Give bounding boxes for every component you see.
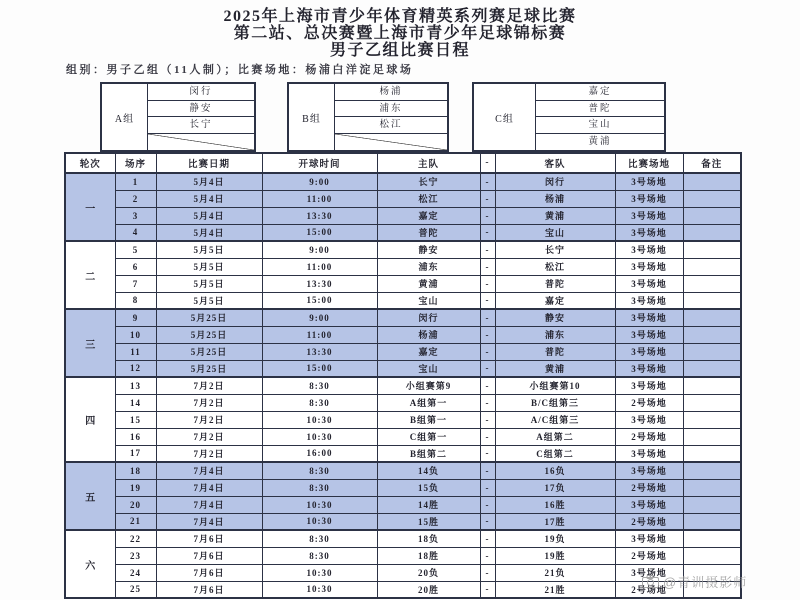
match-number: 24 [115, 564, 156, 581]
venue: 3号场地 [615, 207, 683, 224]
match-number: 4 [115, 224, 156, 241]
kickoff-time: 16:00 [262, 445, 377, 462]
match-date: 5月25日 [156, 343, 262, 360]
venue: 2号场地 [615, 513, 683, 530]
kickoff-time: 15:00 [262, 292, 377, 309]
group-team: 普陀 [536, 101, 664, 118]
away-team: 17负 [495, 479, 615, 496]
match-number: 21 [115, 513, 156, 530]
away-team: 普陀 [495, 275, 615, 292]
kickoff-time: 9:00 [262, 241, 377, 258]
away-team: 19负 [495, 530, 615, 547]
match-date: 7月4日 [156, 496, 262, 513]
match-row [65, 309, 741, 326]
vs-separator: - [480, 411, 495, 428]
match-row [65, 581, 741, 598]
kickoff-time: 10:30 [262, 428, 377, 445]
away-team: 21胜 [495, 581, 615, 598]
match-date: 7月2日 [156, 411, 262, 428]
note [683, 360, 741, 377]
home-team: 宝山 [377, 360, 480, 377]
note [683, 513, 741, 530]
home-team: 18负 [377, 530, 480, 547]
note [683, 326, 741, 343]
group-team: 长宁 [148, 117, 254, 134]
kickoff-time: 8:30 [262, 394, 377, 411]
home-team: 黄浦 [377, 275, 480, 292]
vs-separator: - [480, 547, 495, 564]
vs-separator: - [480, 173, 495, 190]
round-label: 一 [65, 173, 115, 241]
note [683, 547, 741, 564]
home-team: 普陀 [377, 224, 480, 241]
venue: 3号场地 [615, 326, 683, 343]
venue: 3号场地 [615, 224, 683, 241]
note [683, 190, 741, 207]
title-line-3: 男子乙组比赛日程 [329, 42, 470, 59]
note [683, 224, 741, 241]
away-team: 宝山 [495, 224, 615, 241]
vs-separator: - [480, 309, 495, 326]
column-header: 比赛日期 [156, 153, 262, 173]
match-number: 16 [115, 428, 156, 445]
vs-separator: - [480, 190, 495, 207]
venue: 2号场地 [615, 394, 683, 411]
match-row [65, 258, 741, 275]
home-team: 宝山 [377, 292, 480, 309]
home-team: 14负 [377, 462, 480, 479]
away-team: 普陀 [495, 343, 615, 360]
kickoff-time: 10:30 [262, 411, 377, 428]
home-team: 18胜 [377, 547, 480, 564]
group-team: 黄浦 [588, 136, 612, 147]
match-date: 7月2日 [156, 394, 262, 411]
match-row [65, 445, 741, 462]
match-number: 8 [115, 292, 156, 309]
group-tables [0, 82, 800, 150]
home-team: 小组赛第9 [377, 377, 480, 394]
home-team: 松江 [377, 190, 480, 207]
group-team: 浦东 [335, 101, 447, 118]
home-team: 浦东 [377, 258, 480, 275]
match-number: 7 [115, 275, 156, 292]
vs-separator: - [480, 462, 495, 479]
away-team: 小组赛第10 [495, 377, 615, 394]
kickoff-time: 9:00 [262, 173, 377, 190]
column-header: 场序 [115, 153, 156, 173]
match-date: 5月4日 [156, 173, 262, 190]
note [683, 394, 741, 411]
kickoff-time: 11:00 [262, 258, 377, 275]
match-date: 5月25日 [156, 326, 262, 343]
home-team: 15负 [377, 479, 480, 496]
group-team-list [148, 84, 254, 150]
venue: 3号场地 [615, 190, 683, 207]
match-row [65, 207, 741, 224]
match-row [65, 428, 741, 445]
group-team: 松江 [335, 117, 447, 134]
away-team: C组第二 [495, 445, 615, 462]
match-number: 15 [115, 411, 156, 428]
match-row [65, 224, 741, 241]
home-team: 嘉定 [377, 343, 480, 360]
kickoff-time: 15:00 [262, 224, 377, 241]
away-team: 嘉定 [495, 292, 615, 309]
note [683, 207, 741, 224]
group-and-venue-line: 组别：男子乙组（11人制）；比赛场地：杨浦白洋淀足球场 [66, 64, 414, 76]
home-team: 长宁 [377, 173, 480, 190]
kickoff-time: 13:30 [262, 343, 377, 360]
venue: 3号场地 [615, 411, 683, 428]
note [683, 496, 741, 513]
note [683, 275, 741, 292]
match-row [65, 275, 741, 292]
note [683, 479, 741, 496]
away-team: 浦东 [495, 326, 615, 343]
match-number: 10 [115, 326, 156, 343]
match-number: 11 [115, 343, 156, 360]
match-date: 7月2日 [156, 428, 262, 445]
match-date: 7月4日 [156, 513, 262, 530]
group-table-1 [100, 82, 256, 152]
match-schedule-table [64, 152, 742, 599]
match-row [65, 190, 741, 207]
empty-diagonal-cell [148, 134, 254, 151]
empty-diagonal-cell [335, 134, 447, 151]
group-team: 静安 [148, 101, 254, 118]
match-row [65, 394, 741, 411]
home-team: C组第一 [377, 428, 480, 445]
match-row [65, 241, 741, 258]
venue: 3号场地 [615, 241, 683, 258]
group-team: 闵行 [148, 84, 254, 101]
vs-separator: - [480, 513, 495, 530]
kickoff-time: 11:00 [262, 190, 377, 207]
round-label: 三 [65, 309, 115, 377]
kickoff-time: 8:30 [262, 377, 377, 394]
match-date: 7月2日 [156, 377, 262, 394]
match-row [65, 530, 741, 547]
match-row [65, 462, 741, 479]
vs-separator: - [480, 564, 495, 581]
note [683, 241, 741, 258]
match-number: 1 [115, 173, 156, 190]
home-team: A组第一 [377, 394, 480, 411]
match-date: 7月2日 [156, 445, 262, 462]
kickoff-time: 8:30 [262, 479, 377, 496]
venue: 2号场地 [615, 547, 683, 564]
kickoff-time: 15:00 [262, 360, 377, 377]
column-header: 备注 [683, 153, 741, 173]
match-number: 5 [115, 241, 156, 258]
home-team: 杨浦 [377, 326, 480, 343]
group-table-2 [287, 82, 449, 152]
round-label: 二 [65, 241, 115, 309]
match-date: 7月4日 [156, 479, 262, 496]
group-team-list [335, 84, 447, 150]
match-date: 7月4日 [156, 462, 262, 479]
note [683, 343, 741, 360]
column-header: 开球时间 [262, 153, 377, 173]
match-row [65, 513, 741, 530]
match-row [65, 411, 741, 428]
kickoff-time: 11:00 [262, 326, 377, 343]
match-row [65, 292, 741, 309]
document-title-block [0, 8, 800, 59]
match-number: 13 [115, 377, 156, 394]
away-team: A组第二 [495, 428, 615, 445]
kickoff-time: 10:30 [262, 564, 377, 581]
match-date: 5月5日 [156, 275, 262, 292]
vs-separator: - [480, 394, 495, 411]
group-team-list [536, 84, 664, 150]
home-team: 静安 [377, 241, 480, 258]
venue: 2号场地 [615, 428, 683, 445]
venue: 3号场地 [615, 496, 683, 513]
note [683, 462, 741, 479]
away-team: 长宁 [495, 241, 615, 258]
column-header: 客队 [495, 153, 615, 173]
photographer-watermark [642, 572, 747, 591]
venue: 3号场地 [615, 462, 683, 479]
match-date: 7月6日 [156, 547, 262, 564]
group-team: 杨浦 [335, 84, 447, 101]
kickoff-time: 8:30 [262, 462, 377, 479]
match-number: 18 [115, 462, 156, 479]
match-number: 20 [115, 496, 156, 513]
away-team: 21负 [495, 564, 615, 581]
home-team: 20胜 [377, 581, 480, 598]
vs-separator: - [480, 581, 495, 598]
column-header: 轮次 [65, 153, 115, 173]
away-team: 17胜 [495, 513, 615, 530]
match-date: 7月6日 [156, 530, 262, 547]
vs-separator: - [480, 377, 495, 394]
away-team: A/C组第三 [495, 411, 615, 428]
note [683, 377, 741, 394]
venue: 3号场地 [615, 309, 683, 326]
kickoff-time: 13:30 [262, 207, 377, 224]
match-row [65, 479, 741, 496]
home-team: 嘉定 [377, 207, 480, 224]
vs-separator: - [480, 343, 495, 360]
vs-separator: - [480, 258, 495, 275]
group-label: C组 [474, 84, 536, 150]
match-date: 5月25日 [156, 360, 262, 377]
group-team: 嘉定 [536, 84, 664, 101]
match-date: 5月5日 [156, 292, 262, 309]
venue: 3号场地 [615, 445, 683, 462]
kickoff-time: 10:30 [262, 581, 377, 598]
away-team: B/C组第三 [495, 394, 615, 411]
match-row [65, 496, 741, 513]
venue: 3号场地 [615, 173, 683, 190]
match-row [65, 564, 741, 581]
match-number: 14 [115, 394, 156, 411]
vs-separator: - [480, 275, 495, 292]
match-date: 5月4日 [156, 207, 262, 224]
match-row [65, 377, 741, 394]
home-team: B组第二 [377, 445, 480, 462]
match-date: 7月6日 [156, 564, 262, 581]
venue: 3号场地 [615, 343, 683, 360]
match-number: 22 [115, 530, 156, 547]
away-team: 16胜 [495, 496, 615, 513]
group-table-3 [472, 82, 666, 152]
match-date: 5月5日 [156, 258, 262, 275]
match-number: 12 [115, 360, 156, 377]
match-number: 9 [115, 309, 156, 326]
note [683, 292, 741, 309]
match-date: 5月4日 [156, 224, 262, 241]
match-row [65, 343, 741, 360]
group-label: B组 [289, 84, 335, 150]
round-label: 六 [65, 530, 115, 598]
match-number: 6 [115, 258, 156, 275]
note [683, 309, 741, 326]
match-date: 7月6日 [156, 581, 262, 598]
venue: 2号场地 [615, 581, 683, 598]
note [683, 258, 741, 275]
round-label: 五 [65, 462, 115, 530]
camera-icon [642, 575, 659, 588]
match-row [65, 173, 741, 190]
group-team: 宝山 [536, 117, 664, 134]
kickoff-time: 10:30 [262, 496, 377, 513]
away-team: 黄浦 [495, 207, 615, 224]
home-team: 闵行 [377, 309, 480, 326]
match-date: 5月5日 [156, 241, 262, 258]
kickoff-time: 9:00 [262, 309, 377, 326]
match-row [65, 547, 741, 564]
vs-separator: - [480, 224, 495, 241]
title-line-2: 第二站、总决赛暨上海市青少年足球锦标赛 [233, 25, 567, 42]
away-team: 闵行 [495, 173, 615, 190]
venue: 3号场地 [615, 564, 683, 581]
vs-separator: - [480, 241, 495, 258]
column-header: - [480, 153, 495, 173]
vs-separator: - [480, 445, 495, 462]
vs-separator: - [480, 530, 495, 547]
vs-separator: - [480, 360, 495, 377]
note [683, 530, 741, 547]
round-label: 四 [65, 377, 115, 462]
vs-separator: - [480, 496, 495, 513]
match-number: 17 [115, 445, 156, 462]
note [683, 173, 741, 190]
column-header: 主队 [377, 153, 480, 173]
column-header: 比赛场地 [615, 153, 683, 173]
home-team: 14胜 [377, 496, 480, 513]
match-number: 23 [115, 547, 156, 564]
vs-separator: - [480, 207, 495, 224]
kickoff-time: 13:30 [262, 275, 377, 292]
vs-separator: - [480, 292, 495, 309]
vs-separator: - [480, 326, 495, 343]
vs-separator: - [480, 428, 495, 445]
away-team: 19胜 [495, 547, 615, 564]
venue: 3号场地 [615, 377, 683, 394]
schedule-header-row [65, 153, 741, 173]
title-line-1: 2025年上海市青少年体育精英系列赛足球比赛 [223, 8, 577, 25]
away-team: 杨浦 [495, 190, 615, 207]
home-team: B组第一 [377, 411, 480, 428]
match-date: 5月4日 [156, 190, 262, 207]
note [683, 411, 741, 428]
away-team: 静安 [495, 309, 615, 326]
venue: 3号场地 [615, 292, 683, 309]
match-row [65, 326, 741, 343]
away-team: 黄浦 [495, 360, 615, 377]
venue: 3号场地 [615, 258, 683, 275]
group-label: A组 [102, 84, 148, 150]
match-row [65, 360, 741, 377]
venue: 3号场地 [615, 360, 683, 377]
note [683, 428, 741, 445]
watermark-text: @青训摄影师 [663, 575, 748, 590]
home-team: 20负 [377, 564, 480, 581]
match-number: 25 [115, 581, 156, 598]
away-team: 16负 [495, 462, 615, 479]
venue: 3号场地 [615, 530, 683, 547]
venue: 3号场地 [615, 275, 683, 292]
match-number: 3 [115, 207, 156, 224]
away-team: 松江 [495, 258, 615, 275]
note [683, 445, 741, 462]
home-team: 15胜 [377, 513, 480, 530]
match-date: 5月25日 [156, 309, 262, 326]
match-number: 19 [115, 479, 156, 496]
kickoff-time: 10:30 [262, 513, 377, 530]
kickoff-time: 8:30 [262, 547, 377, 564]
vs-separator: - [480, 479, 495, 496]
match-number: 2 [115, 190, 156, 207]
venue: 2号场地 [615, 479, 683, 496]
kickoff-time: 8:30 [262, 530, 377, 547]
